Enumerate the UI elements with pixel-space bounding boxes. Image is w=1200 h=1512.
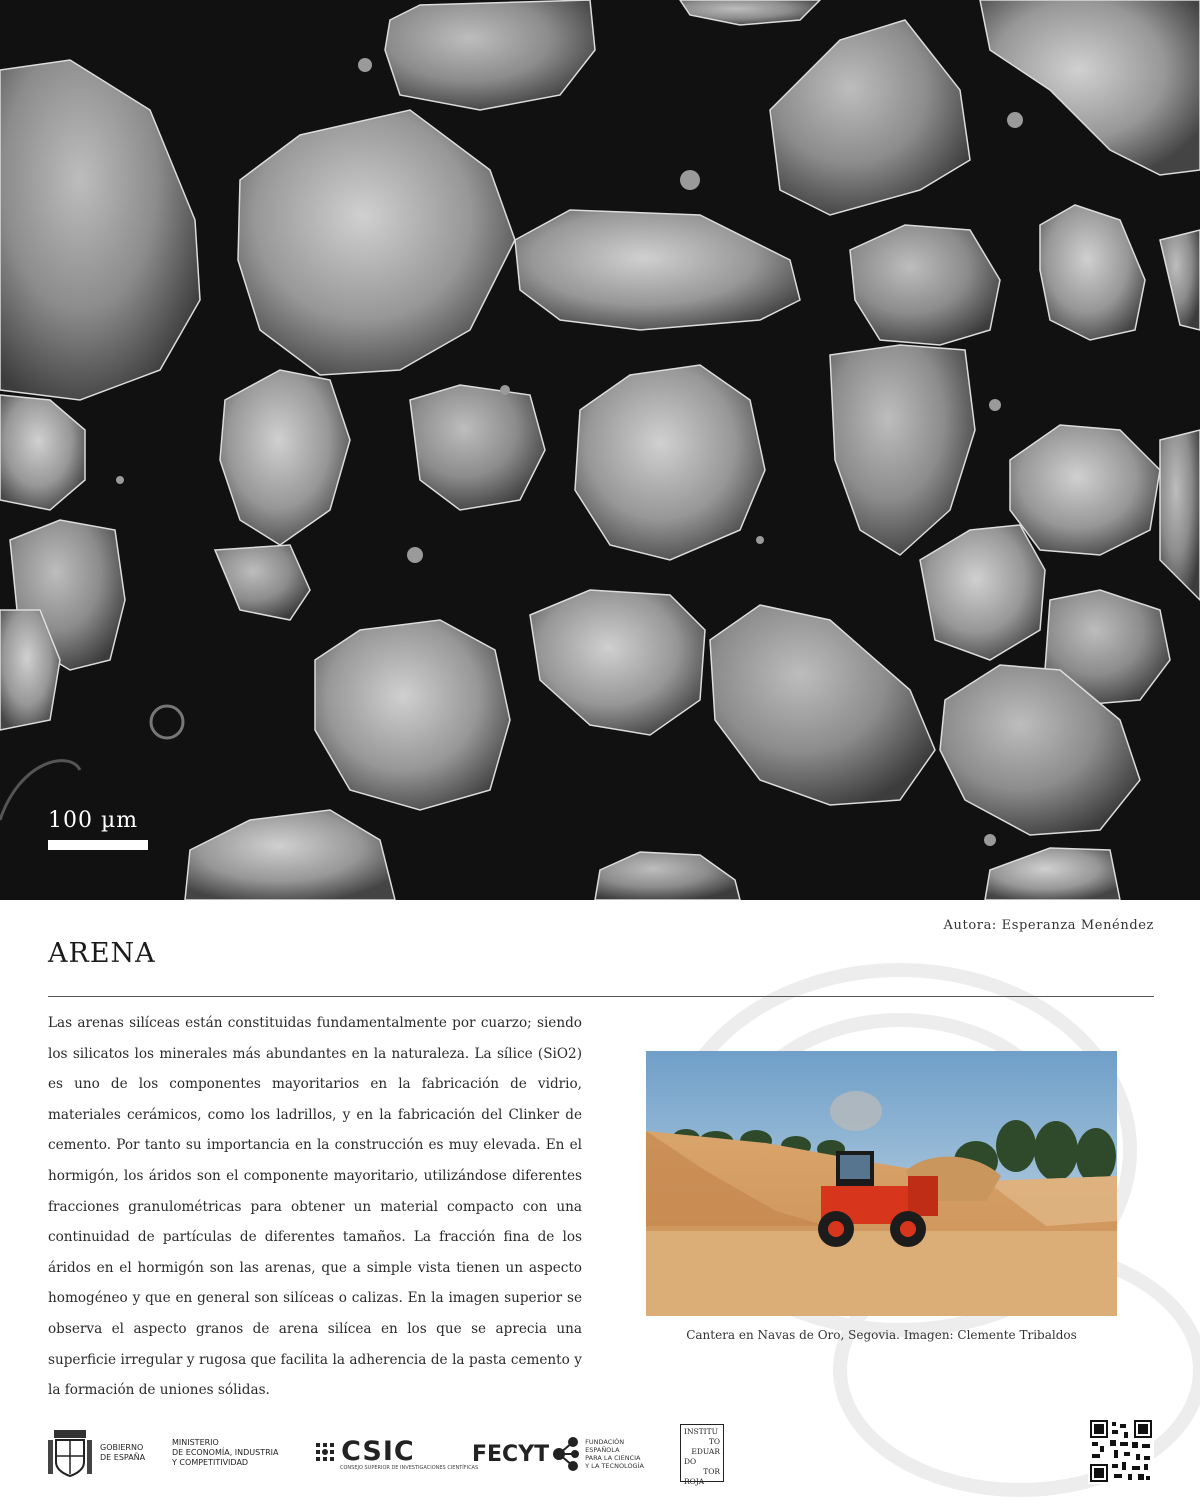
- scale-bar: [48, 840, 148, 850]
- gobierno-line-1: GOBIERNO: [100, 1443, 144, 1452]
- spain-coat-of-arms-icon: [48, 1428, 92, 1478]
- ietcc-line-5: TOR: [703, 1467, 720, 1476]
- csic-emblem-icon: [314, 1441, 336, 1463]
- csic-wordmark: CSIC: [341, 1436, 415, 1467]
- scale-bar-label: 100 µm: [48, 808, 139, 833]
- page-title: ARENA: [48, 938, 156, 969]
- body-paragraph: Las arenas silíceas están constituidas fundamentalmente por cuarzo; siendo los silicatos los minerales más abundantes en la naturaleza. La sílice (SiO2) es uno de los componentes mayoritarios en la fabricación de vidrio, materiales cerámicos, como los ladrillos, y en la fabricación del Clinker de cemento. Por tanto su importancia en la construcción es muy elevada. En el hormigón, los áridos son el componente mayoritario, utilizándose diferentes fracciones granulométricas para obtener un material compacto con una continuidad de partículas de diferentes tamaños. La fracción fina de los áridos en el hormigón son las arenas, que a simple vista tienen un aspecto homogéneo y que en general son silíceas o calizas. En la imagen superior se observa el aspecto granos de arena silícea en los que se aprecia una superficie irregular y rugosa que facilita la adherencia de la pasta cemento y la formación de uniones sólidas.: [48, 1015, 582, 1399]
- fecyt-sub-line-1: FUNDACIÓN ESPAÑOLA: [585, 1438, 625, 1454]
- ietcc-line-1: INSTITU: [684, 1427, 718, 1436]
- info-panel: [0, 900, 1200, 1512]
- fecyt-sub-line-2: PARA LA CIENCIA: [585, 1454, 641, 1462]
- qr-code-icon[interactable]: [1088, 1418, 1154, 1484]
- government-logo: [48, 1428, 292, 1478]
- fecyt-molecule-icon: [549, 1434, 581, 1474]
- gobierno-line-2: DE ESPAÑA: [100, 1453, 146, 1462]
- csic-subtitle: CONSEJO SUPERIOR DE INVESTIGACIONES CIENTÍFICAS: [340, 1465, 479, 1471]
- fecyt-logo: [472, 1434, 655, 1474]
- csic-logo: [314, 1436, 478, 1471]
- ietcc-line-6: ROJA: [684, 1477, 705, 1486]
- ietcc-line-2: TO: [708, 1437, 720, 1446]
- ministerio-line-1: MINISTERIO: [172, 1438, 219, 1447]
- ministerio-line-3: Y COMPETITIVIDAD: [172, 1458, 249, 1467]
- fecyt-wordmark: FECYT: [472, 1441, 550, 1467]
- ietcc-logo: [680, 1424, 724, 1486]
- ietcc-line-4: DO: [684, 1457, 697, 1466]
- photo-caption: Cantera en Navas de Oro, Segovia. Imagen: Clemente Tribaldos: [686, 1328, 1077, 1342]
- ietcc-line-3: EDUAR: [691, 1447, 720, 1456]
- fecyt-sub-line-3: Y LA TECNOLOGÍA: [585, 1462, 644, 1470]
- author-credit: Autora: Esperanza Menéndez: [943, 918, 1154, 933]
- quarry-photo: [646, 1051, 1117, 1316]
- ministerio-line-2: DE ECONOMÍA, INDUSTRIA: [172, 1448, 279, 1457]
- title-divider: [48, 996, 1154, 997]
